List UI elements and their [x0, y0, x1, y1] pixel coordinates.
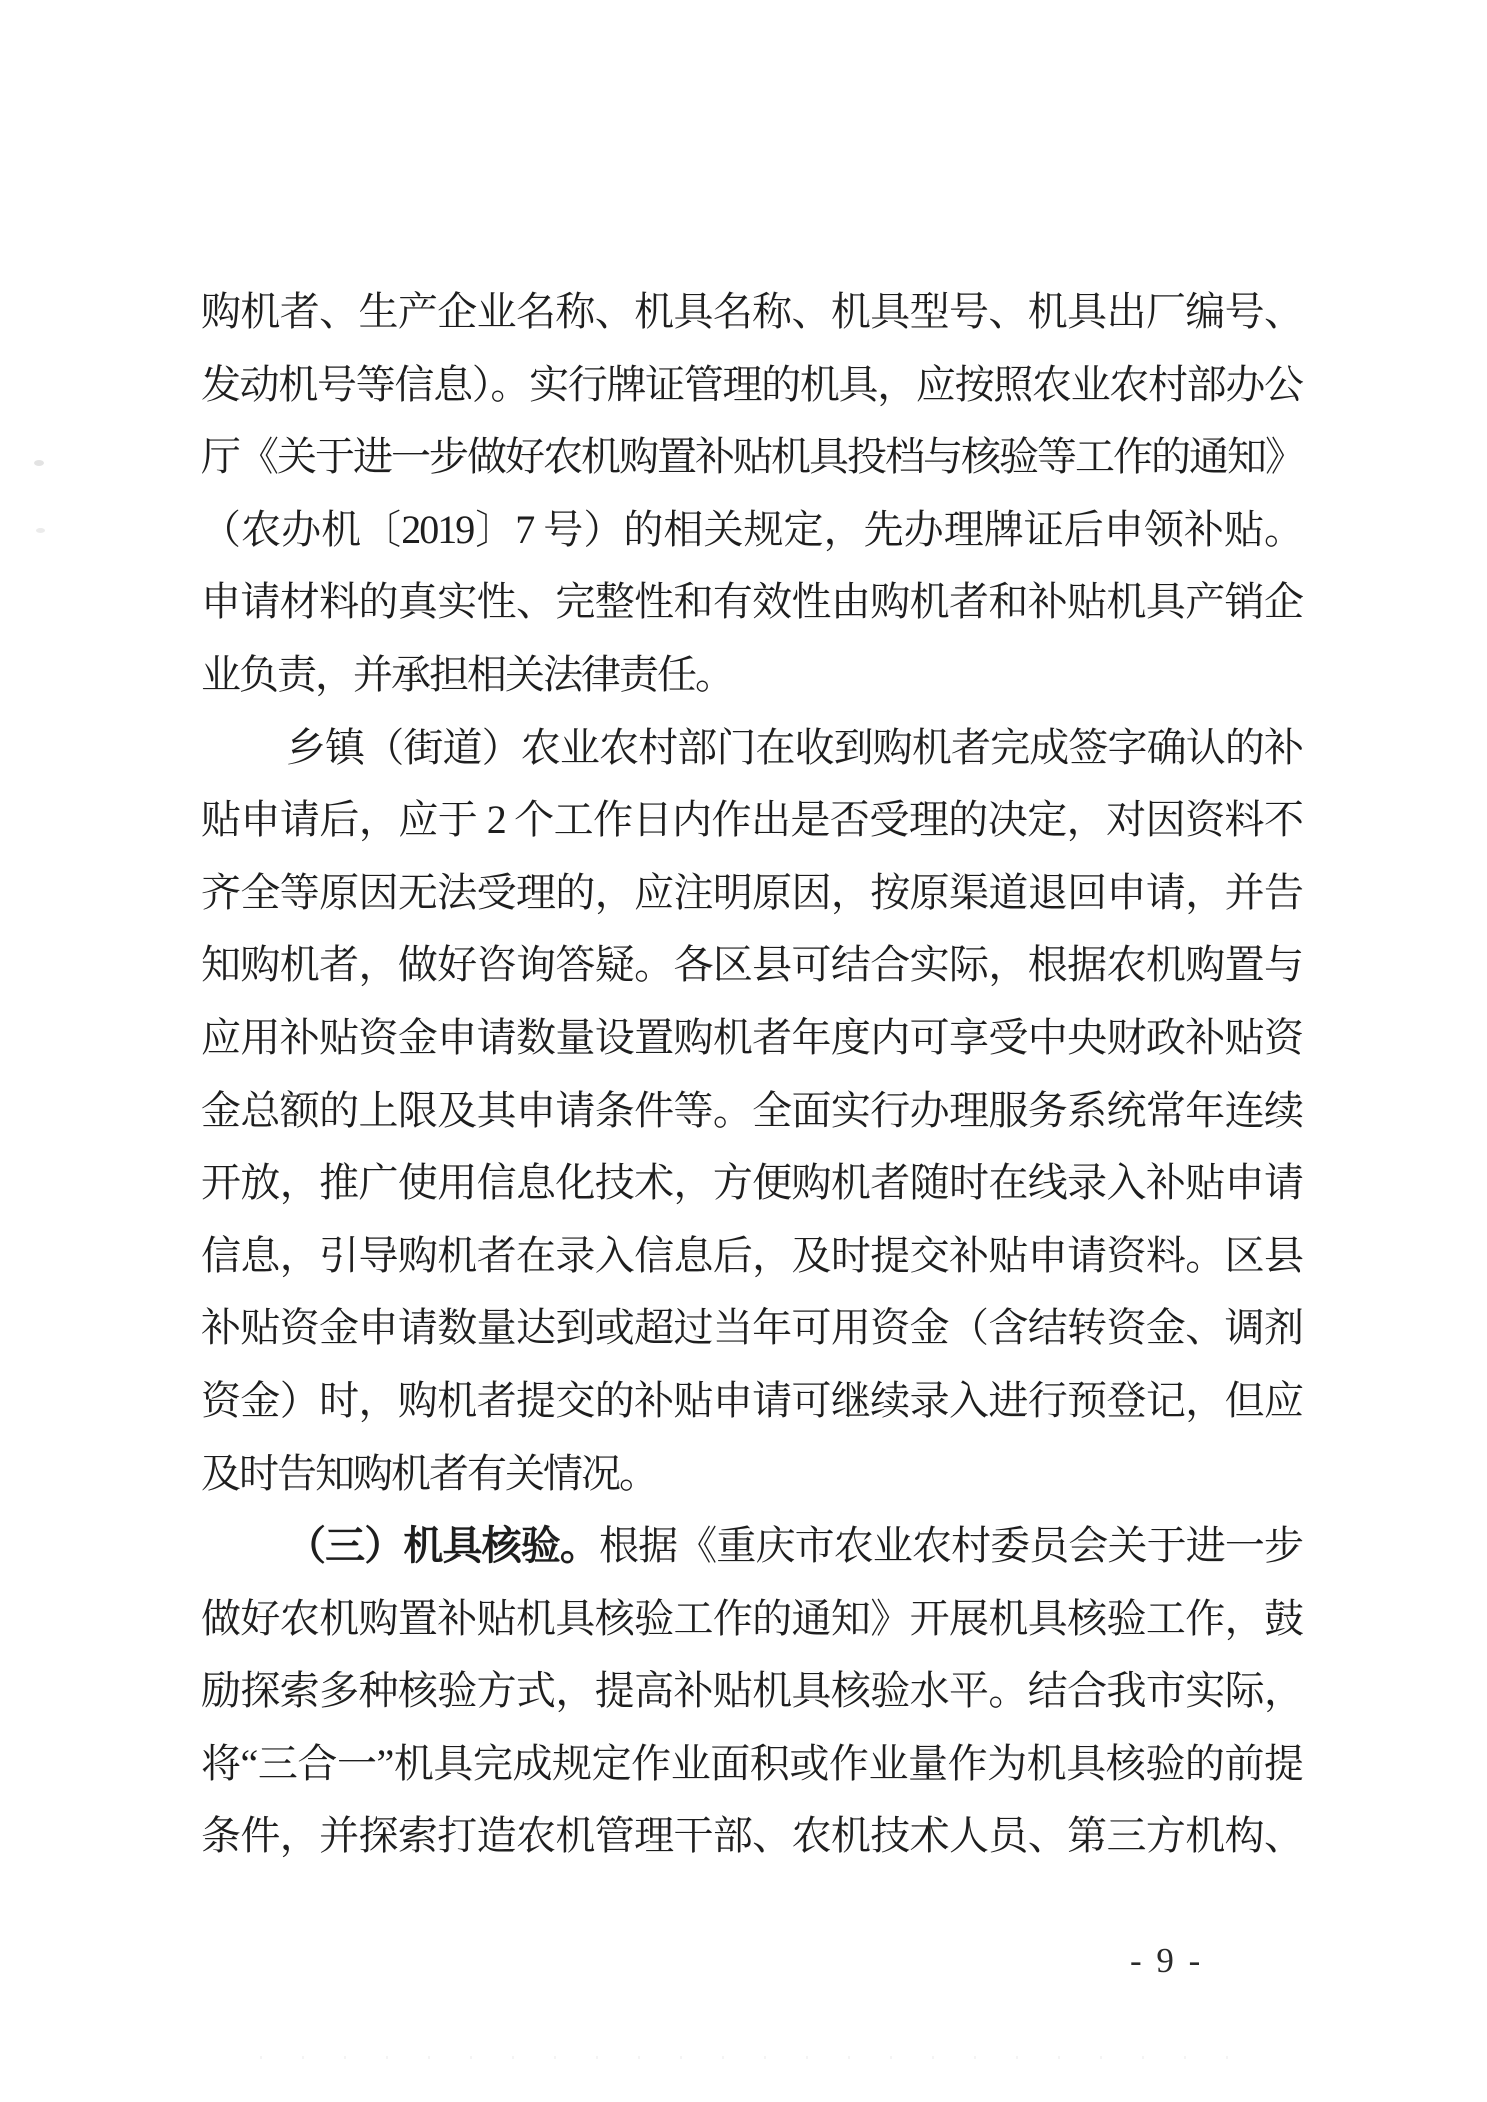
text-segment: 乡镇（街道）农业农村部门在收到购机者完成签字确认的补: [286, 724, 1302, 770]
scan-artifact: [36, 528, 45, 533]
text-line: [201, 1292, 1302, 1365]
text-line: [201, 1438, 1302, 1511]
text-line: [201, 421, 1302, 494]
text-segment: 发动机号等信息）。实行牌证管理的机具，应按照农业农村部办公: [201, 361, 1302, 407]
text-segment: 金总额的上限及其申请条件等。全面实行办理服务系统常年连续: [201, 1087, 1302, 1133]
page-number: - 9 -: [1130, 1941, 1204, 1980]
text-segment: 条件，并探索打造农机管理干部、农机技术人员、第三方机构、: [201, 1813, 1302, 1859]
text-line: [201, 1002, 1302, 1075]
text-line: [201, 1147, 1302, 1220]
text-segment: 及时告知购机者有关情况。: [201, 1450, 657, 1496]
text-segment: 信息，引导购机者在录入信息后，及时提交补贴申请资料。区县: [201, 1232, 1302, 1278]
text-line: [201, 1655, 1302, 1728]
text-line: [201, 276, 1302, 349]
text-line: [201, 857, 1302, 930]
text-line: [201, 494, 1302, 567]
text-line: [201, 1365, 1302, 1438]
text-segment: 补贴资金申请数量达到或超过当年可用资金（含结转资金、调剂: [201, 1305, 1302, 1351]
text-line: [201, 1075, 1302, 1148]
text-segment: 资金）时，购机者提交的补贴申请可继续录入进行预登记，但应: [201, 1377, 1302, 1423]
text-segment: （农办机〔2019〕7 号）的相关规定，先办理牌证后申领补贴。: [201, 506, 1302, 552]
text-line: [201, 1800, 1302, 1873]
document-text-block: [201, 276, 1302, 1873]
text-line: [201, 349, 1302, 422]
text-line: [201, 1728, 1302, 1801]
text-segment: 知购机者，做好咨询答疑。各区县可结合实际，根据农机购置与: [201, 942, 1302, 988]
text-line: [201, 566, 1302, 639]
scan-artifact: [34, 460, 44, 466]
text-segment: 申请材料的真实性、完整性和有效性由购机者和补贴机具产销企: [201, 579, 1302, 625]
text-line: [201, 639, 1302, 712]
text-segment: 厅《关于进一步做好农机购置补贴机具投档与核验等工作的通知》: [201, 434, 1303, 480]
text-line: [201, 1583, 1302, 1656]
text-line: [201, 784, 1302, 857]
text-segment: 应用补贴资金申请数量设置购机者年度内可享受中央财政补贴资: [201, 1014, 1302, 1060]
text-line: [201, 1510, 1302, 1583]
text-segment: 将“三合一”机具完成规定作业面积或作业量作为机具核验的前提: [201, 1740, 1302, 1786]
bold-heading-segment: （三）机具核验。: [286, 1523, 599, 1569]
text-segment: 业负责，并承担相关法律责任。: [201, 651, 733, 697]
text-line: [201, 929, 1302, 1002]
text-segment: 开放，推广使用信息化技术，方便购机者随时在线录入补贴申请: [201, 1160, 1302, 1206]
text-segment: 根据《重庆市农业农村委员会关于进一步: [598, 1523, 1303, 1569]
text-segment: 励探索多种核验方式，提高补贴机具核验水平。结合我市实际，: [201, 1668, 1302, 1714]
text-segment: 齐全等原因无法受理的，应注明原因，按原渠道退回申请，并告: [201, 869, 1302, 915]
scan-artifact: [260, 2056, 1260, 2059]
text-line: [201, 1220, 1302, 1293]
text-segment: 贴申请后，应于 2 个工作日内作出是否受理的决定，对因资料不: [201, 797, 1302, 843]
text-line: [201, 712, 1302, 785]
text-segment: 购机者、生产企业名称、机具名称、机具型号、机具出厂编号、: [201, 289, 1302, 334]
text-segment: 做好农机购置补贴机具核验工作的通知》开展机具核验工作，鼓: [201, 1595, 1302, 1641]
